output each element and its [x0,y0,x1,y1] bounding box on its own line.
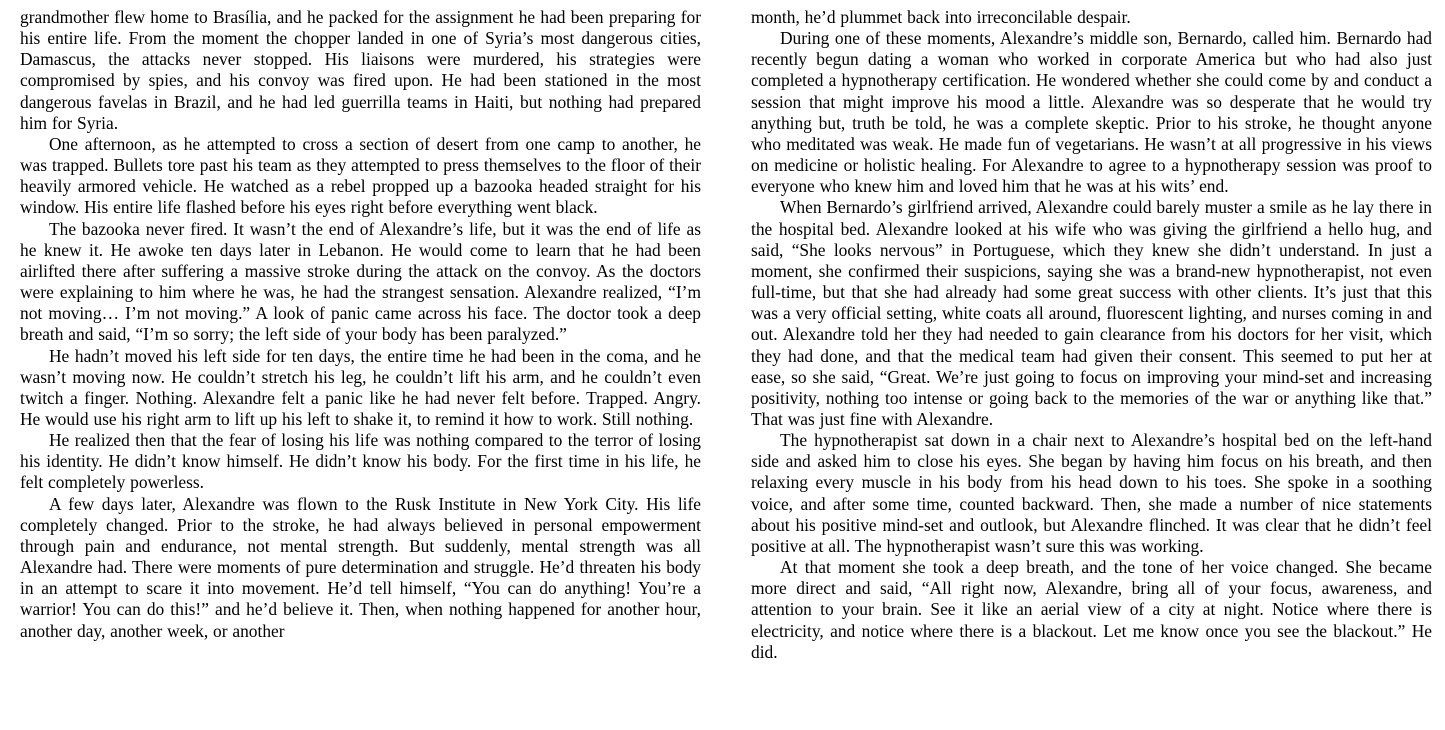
paragraph: A few days later, Alexandre was flown to the Rusk Institute in New York City. His life completely changed. Prior to the stroke, he had always believed in personal empowerment through pain and endurance, not mental strength. But suddenly, mental strength was all Alexandre had. There were moments of pure determination and struggle. He’d threaten his body in an attempt to scare it into movement. He’d tell himself, “You can do anything! You’re a warrior! You can do this!” and he’d believe it. Then, when nothing happened for another hour, another day, another week, or another [20,493,701,641]
paragraph: The bazooka never fired. It wasn’t the end of Alexandre’s life, but it was the end of life as he knew it. He awoke ten days later in Lebanon. He would come to learn that he had been airlifted there after suffering a massive stroke during the attack on the convoy. As the doctors were explaining to him where he was, he had the strangest sensation. Alexandre realized, “I’m not moving… I’m not moving.” A look of panic came across his face. The doctor took a deep breath and said, “I’m so sorry; the left side of your body has been paralyzed.” [20,218,701,345]
paragraph: During one of these moments, Alexandre’s middle son, Bernardo, called him. Bernardo had recently begun dating a woman who worked in corporate America but who had also just completed a hypnotherapy certification. He wondered whether she could come by and conduct a session that might improve his mood a little. Alexandre was so desperate that he would try anything but, truth be told, he was a complete skeptic. Prior to his stroke, he thought anyone who meditated was weak. He made fun of vegetarians. He wasn’t at all progressive in his views on medicine or holistic healing. For Alexandre to agree to a hypnotherapy session was proof to everyone who knew him and loved him that he was at his wits’ end. [751,28,1432,197]
right-column [751,7,1432,730]
paragraph: One afternoon, as he attempted to cross a section of desert from one camp to another, he was trapped. Bullets tore past his team as they attempted to press themselves to the floor of their heavily armored vehicle. He watched as a rebel propped up a bazooka headed straight for his window. His entire life flashed before his eyes right before everything went black. [20,133,701,218]
paragraph: grandmother flew home to Brasília, and he packed for the assignment he had been preparing for his entire life. From the moment the chopper landed in one of Syria’s most dangerous cities, Damascus, the attacks never stopped. His liaisons were murdered, his strategies were compromised by spies, and his convoy was fired upon. He had been stationed in the most dangerous favelas in Brazil, and he had led guerrilla teams in Haiti, but nothing had prepared him for Syria. [20,7,701,133]
paragraph: He realized then that the fear of losing his life was nothing compared to the terror of losing his identity. He didn’t know himself. He didn’t know his body. For the first time in his life, he felt completely powerless. [20,430,701,493]
paragraph: The hypnotherapist sat down in a chair next to Alexandre’s hospital bed on the left-hand side and asked him to close his eyes. She began by having him focus on his breath, and then relaxing every muscle in his body from his head down to his toes. She spoke in a soothing voice, and after some time, counted backward. Then, she made a number of nice statements about his positive mind-set and outlook, but Alexandre flinched. It was clear that he didn’t feel positive at all. The hypnotherapist wasn’t sure this was working. [751,430,1432,556]
left-column [20,7,701,730]
paragraph: He hadn’t moved his left side for ten days, the entire time he had been in the coma, and he wasn’t moving now. He couldn’t stretch his leg, he couldn’t lift his arm, and he couldn’t even twitch a finger. Nothing. Alexandre felt a panic like he had never felt before. Trapped. Angry. He would use his right arm to lift up his left to shake it, to remind it how to work. Still nothing. [20,345,701,429]
paragraph: When Bernardo’s girlfriend arrived, Alexandre could barely muster a smile as he lay there in the hospital bed. Alexandre looked at his wife who was giving the girlfriend a hello hug, and said, “She looks nervous” in Portuguese, which they knew she didn’t understand. In just a moment, she confirmed their suspicions, saying she was a brand-new hypnotherapist, not even full-time, but that she had already had some great success with other clients. It’s just that this was a very official setting, white coats all around, fluorescent lighting, and nurses coming in and out. Alexandre told her they had needed to gain clearance from his doctors for her visit, which they had done, and that the medical team had given their consent. This seemed to put her at ease, so she said, “Great. We’re just going to focus on improving your mind-set and increasing positivity, nothing too intense or going back to the memories of the war or anything like that.” That was just fine with Alexandre. [751,197,1432,429]
paragraph: At that moment she took a deep breath, and the tone of her voice changed. She became more direct and said, “All right now, Alexandre, bring all of your focus, awareness, and attention to your brain. See it like an aerial view of a city at night. Notice where there is electricity, and notice where there is a blackout. Let me know once you see the blackout.” He did. [751,557,1432,662]
paragraph: month, he’d plummet back into irreconcilable despair. [751,7,1131,27]
